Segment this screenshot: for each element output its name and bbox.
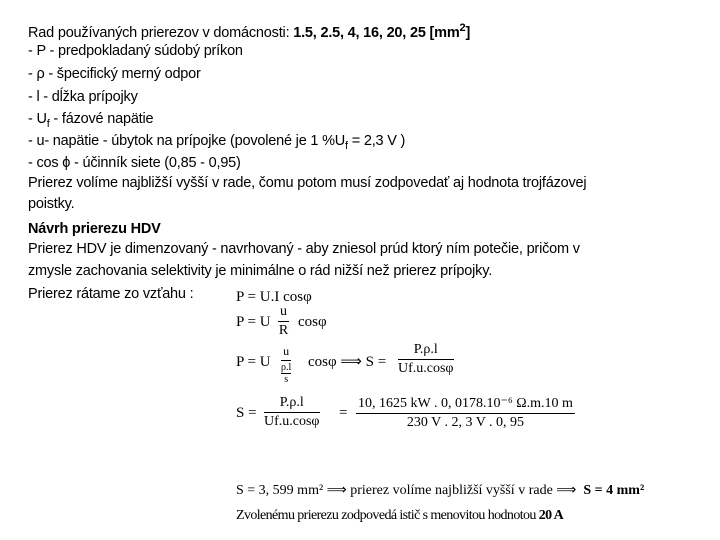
formula-4-left: S = xyxy=(236,405,257,421)
formula-1: P = U.I cosφ xyxy=(236,289,312,305)
f4-val-num: 10, 1625 kW . 0, 0178.10⁻⁶ Ω.m.10 m xyxy=(356,395,575,414)
f4-val-den: 230 V . 2, 3 V . 0, 95 xyxy=(406,415,525,430)
def-uf xyxy=(28,110,153,133)
hdv-line3: Prierez rátame zo vzťahu : xyxy=(28,286,194,302)
f4-num: P.ρ.l xyxy=(264,395,320,413)
def-u xyxy=(28,132,405,155)
breaker-text: Zvolenému prierezu zodpovedá istič s menovitou hodnotou xyxy=(236,508,539,523)
def-p: - P - predpokladaný súdobý príkon xyxy=(28,43,243,59)
f2-den: R xyxy=(278,323,289,338)
def-l: - l - dĺžka prípojky xyxy=(28,89,138,105)
formula-4-values xyxy=(356,395,575,431)
intro-close: ] xyxy=(465,24,471,41)
selection-text: Prierez volíme najbližší vyšší v rade, čomu potom musí zodpovedať aj hodnota trojfázovej xyxy=(28,175,587,191)
breaker-bold: 20 A xyxy=(538,508,564,523)
def-u-sub: f xyxy=(345,139,348,152)
f2-num: u xyxy=(278,304,289,322)
hdv-line2: zmysle zachovania selektivity je minimálne o rád nižší než prierez prípojky. xyxy=(28,263,493,279)
def-u-label: - u- napätie - úbytok na prípojke (povolené je 1 %U xyxy=(28,133,346,149)
def-uf-sub: f xyxy=(46,117,50,130)
formula-3-left: P = U xyxy=(236,354,271,370)
intro-sup: 2 xyxy=(459,22,466,34)
result-bold: S = 4 mm² xyxy=(583,483,645,498)
def-rho: - ρ - špecifický merný odpor xyxy=(28,66,201,82)
formula-3-result xyxy=(398,342,454,377)
formula-2-left: P = U xyxy=(236,314,271,330)
intro-values: 1.5, 2.5, 4, 16, 20, 25 [mm xyxy=(293,24,460,41)
def-uf-rest: - fázové napätie xyxy=(49,111,154,127)
hdv-line1: Prierez HDV je dimenzovaný - navrhovaný - aby zniesol prúd ktorý ním potečie, pričom v xyxy=(28,241,580,257)
result-line xyxy=(236,483,644,499)
formula-3-right: cosφ ⟹ S = xyxy=(308,354,387,370)
def-cos: - cos ϕ - účinník siete (0,85 - 0,95) xyxy=(28,155,241,171)
formula-3-fraction xyxy=(281,344,291,385)
f3-res-num: P.ρ.l xyxy=(398,342,454,360)
formula-4-eq: = xyxy=(339,405,348,421)
formula-4-fraction xyxy=(264,395,320,430)
def-uf-label: - U xyxy=(28,111,47,127)
selection-text-2: poistky. xyxy=(28,196,75,212)
intro-lead: Rad používaných prierezov v domácnosti: xyxy=(28,24,294,41)
f4-den: Uf.u.cosφ xyxy=(264,414,320,429)
f3-den-den: s xyxy=(284,374,289,385)
f3-res-den: Uf.u.cosφ xyxy=(398,361,454,376)
formula-2-right: cosφ xyxy=(298,314,327,330)
intro-line xyxy=(28,19,470,42)
f3-den-num: ρ.l xyxy=(281,362,292,373)
formula-2-fraction xyxy=(278,304,289,339)
result-text: S = 3, 599 mm² ⟹ prierez volíme najbližší vyšší v rade ⟹ xyxy=(236,483,577,498)
f3-num: u xyxy=(281,344,291,361)
hdv-heading: Návrh prierezu HDV xyxy=(28,221,161,237)
def-u-rest: = 2,3 V ) xyxy=(347,133,406,149)
breaker-line xyxy=(236,508,563,524)
